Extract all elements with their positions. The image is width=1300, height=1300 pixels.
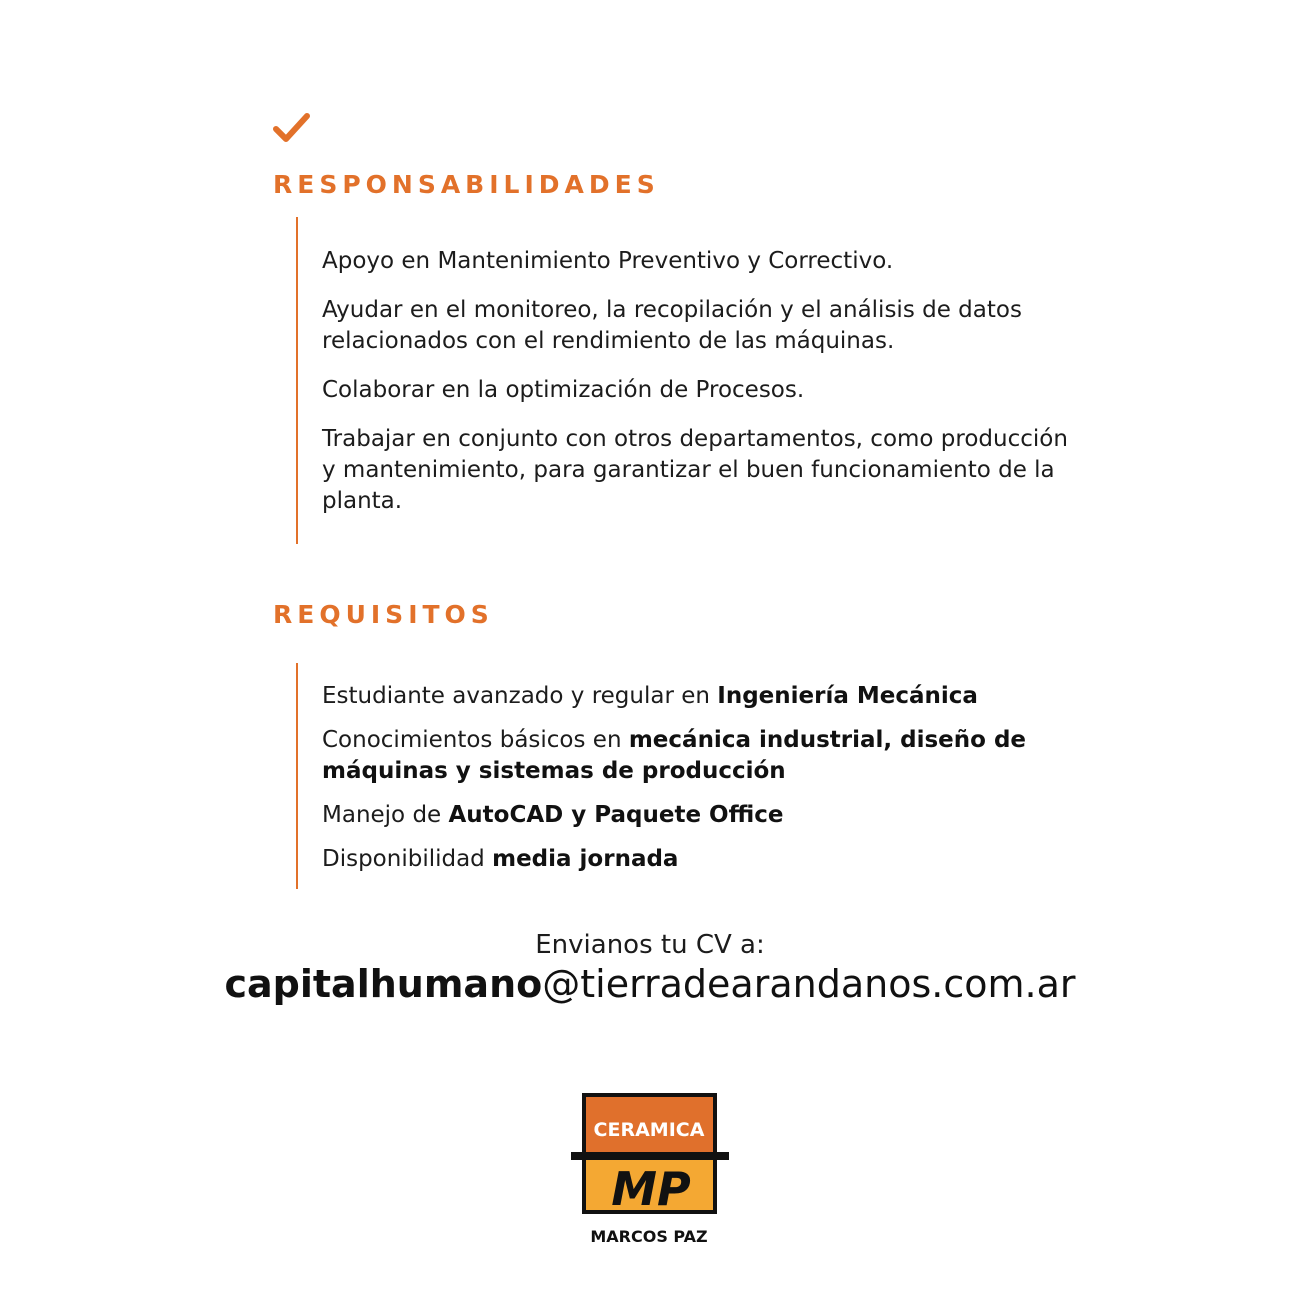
item-emphasis: AutoCAD y Paquete Office <box>448 802 784 828</box>
list-item <box>322 681 1082 712</box>
list-item <box>322 800 1082 831</box>
item-text: Manejo de <box>322 802 449 828</box>
item-text: Conocimientos básicos en <box>322 727 629 753</box>
checkmark-icon <box>272 110 312 146</box>
ceramica-marcos-paz-logo <box>568 1092 732 1250</box>
logo-monogram: MP <box>611 1162 691 1216</box>
logo-bar <box>571 1152 729 1160</box>
list-item: Ayudar en el monitoreo, la recopilación y el análisis de datos relacionados con el rendimiento de las máquinas. <box>322 297 1022 354</box>
item-emphasis: Ingeniería Mecánica <box>717 683 978 709</box>
cv-instruction: Envianos tu CV a: <box>535 930 765 960</box>
requisitos-divider <box>296 663 298 889</box>
requisitos-heading: REQUISITOS <box>273 600 494 629</box>
list-item: Apoyo en Mantenimiento Preventivo y Correctivo. <box>322 248 894 274</box>
email-user: capitalhumano <box>224 962 543 1006</box>
list-item <box>322 844 1082 875</box>
list-item <box>322 725 1082 787</box>
list-item: Trabajar en conjunto con otros departamentos, como producción y mantenimiento, para garantizar el buen funcionamiento de la planta. <box>322 426 1068 514</box>
item-text: Estudiante avanzado y regular en <box>322 683 718 709</box>
logo-bottom-text: MARCOS PAZ <box>590 1227 708 1246</box>
list-item: Colaborar en la optimización de Procesos. <box>322 377 805 403</box>
logo-top-text: CERAMICA <box>593 1119 705 1141</box>
responsabilidades-divider <box>296 217 298 544</box>
responsabilidades-heading: RESPONSABILIDADES <box>273 170 660 199</box>
item-emphasis: mecánica industrial, diseño de máquinas y sistemas de producción <box>322 727 1027 784</box>
item-text: Disponibilidad <box>322 846 493 872</box>
requisitos-list <box>322 681 1082 888</box>
contact-email[interactable] <box>0 962 1300 1006</box>
item-emphasis: media jornada <box>492 846 679 872</box>
responsabilidades-list <box>322 246 1082 535</box>
email-domain: @tierradearandanos.com.ar <box>542 962 1076 1006</box>
